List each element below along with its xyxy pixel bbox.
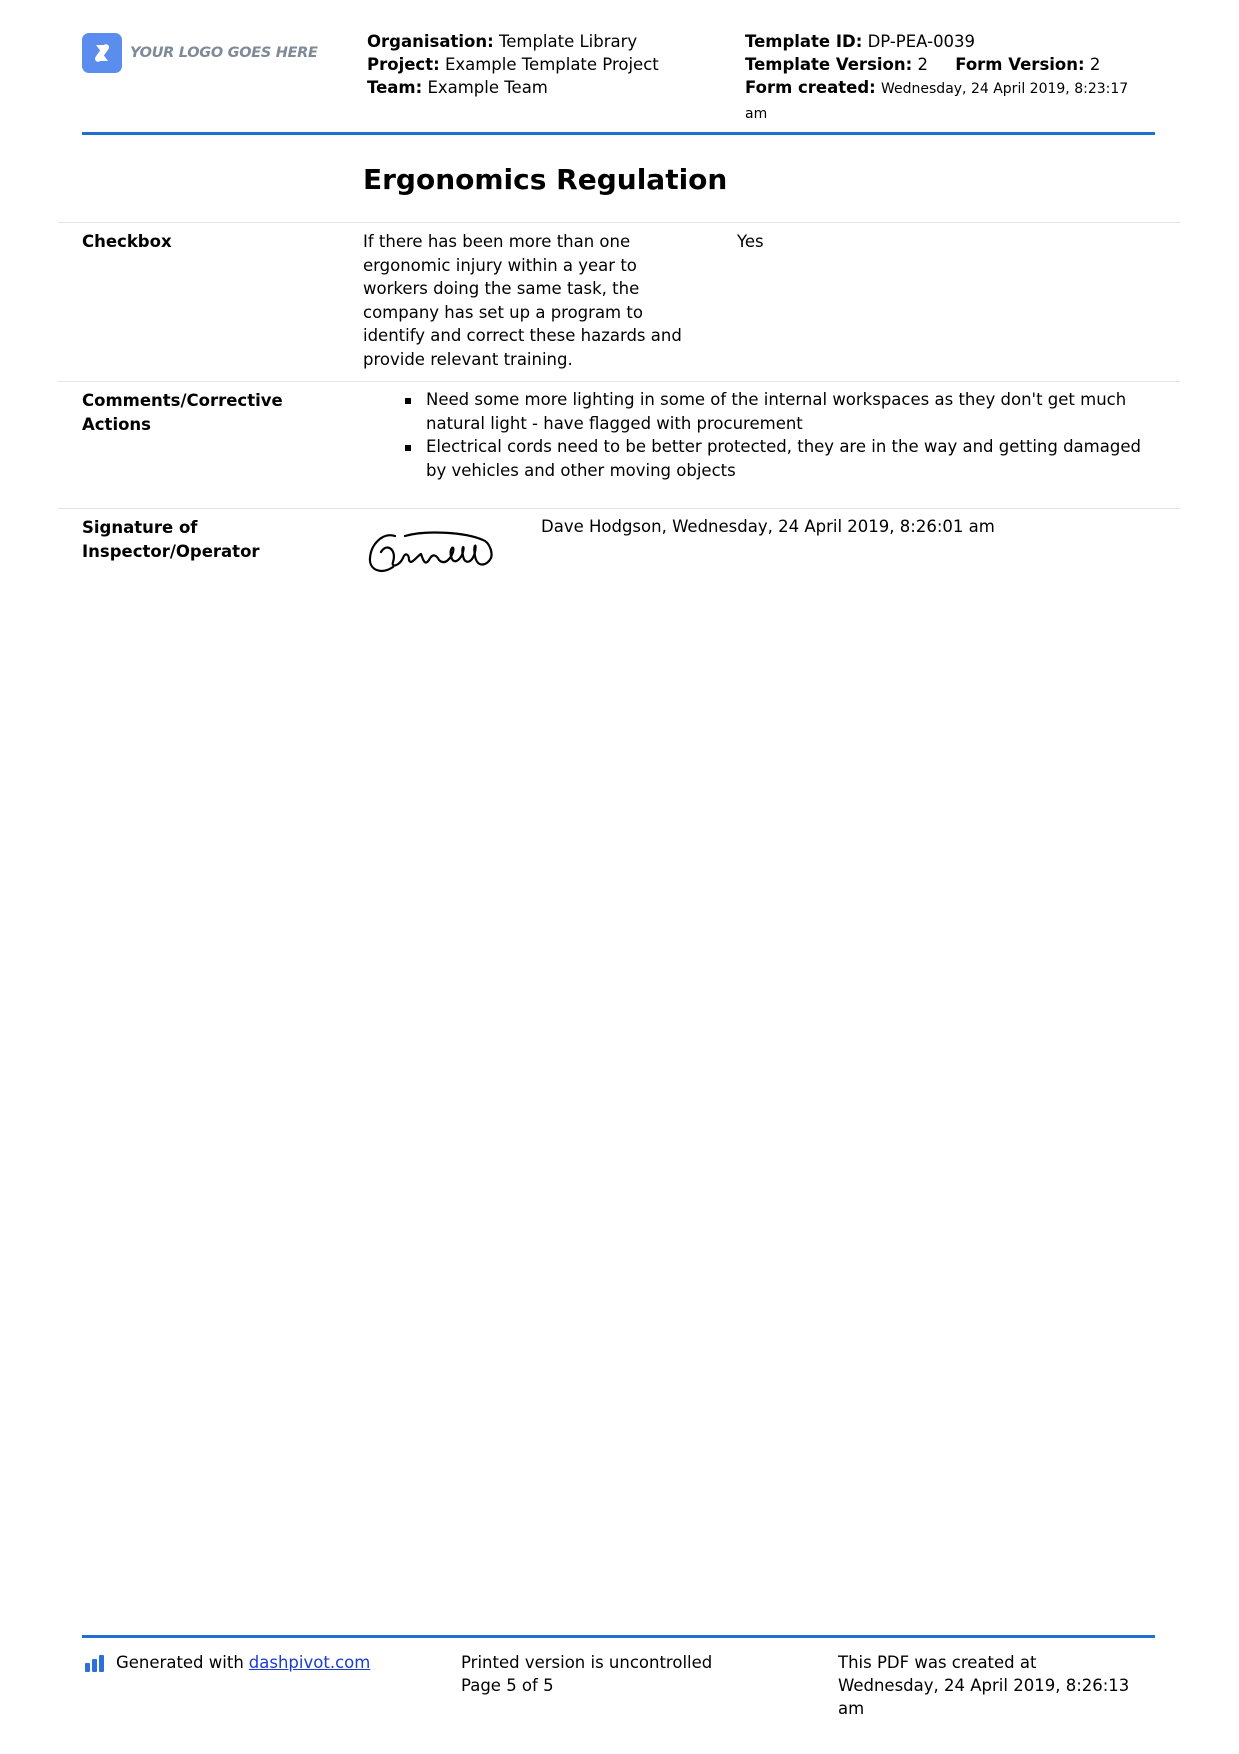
- form-created-label: Form created:: [745, 78, 876, 97]
- organisation-label: Organisation:: [367, 32, 494, 51]
- pdf-created-info: [838, 1651, 1148, 1720]
- checkbox-label: Checkbox: [82, 232, 172, 251]
- team-line: [367, 76, 659, 99]
- template-id-value: DP-PEA-0039: [867, 32, 976, 51]
- form-created-line: [745, 76, 1145, 126]
- logo-mark-icon: [82, 33, 122, 73]
- template-id-line: [745, 30, 1145, 53]
- project-label: Project:: [367, 55, 440, 74]
- template-version-label: Template Version:: [745, 55, 913, 74]
- comments-label: Comments/Corrective Actions: [82, 391, 283, 434]
- page-title: Ergonomics Regulation: [363, 163, 728, 196]
- footer-divider: [82, 1635, 1155, 1638]
- dashpivot-link[interactable]: dashpivot.com: [248, 1653, 371, 1672]
- row-divider: [58, 381, 1180, 382]
- generated-prefix: Generated with: [116, 1653, 244, 1672]
- footer-page-info: [461, 1651, 712, 1697]
- company-logo: [82, 33, 318, 73]
- dashpivot-bars-icon: [85, 1654, 106, 1672]
- pdf-created-prefix: This PDF was created at: [838, 1653, 1037, 1672]
- team-value: Example Team: [427, 78, 548, 97]
- row-divider: [58, 508, 1180, 509]
- signature-details: Dave Hodgson, Wednesday, 24 April 2019, 8:26:01 am: [541, 517, 995, 536]
- comment-item: Need some more lighting in some of the internal workspaces as they don't get much natural light - have flagged with procurement: [400, 388, 1160, 435]
- template-info: [745, 30, 1145, 126]
- header-divider: [82, 132, 1155, 135]
- logo-text: YOUR LOGO GOES HERE: [130, 45, 318, 61]
- comment-item: Electrical cords need to be better protected, they are in the way and getting damaged by vehicles and other moving objects: [400, 435, 1160, 482]
- signature-label: Signature of Inspector/Operator: [82, 518, 260, 561]
- organisation-line: [367, 30, 659, 53]
- page-number: Page 5 of 5: [461, 1676, 554, 1695]
- project-value: Example Template Project: [444, 55, 659, 74]
- checkbox-answer: Yes: [737, 232, 764, 251]
- template-id-label: Template ID:: [745, 32, 863, 51]
- uncontrolled-notice: Printed version is uncontrolled: [461, 1653, 713, 1672]
- generated-with: [85, 1651, 370, 1674]
- row-divider: [58, 222, 1180, 223]
- pdf-created-value: Wednesday, 24 April 2019, 8:26:13 am: [838, 1676, 1130, 1718]
- project-info: [367, 30, 659, 99]
- team-label: Team:: [367, 78, 423, 97]
- organisation-value: Template Library: [498, 32, 638, 51]
- form-version-value: 2: [1089, 55, 1101, 74]
- checkbox-description: If there has been more than one ergonomic injury within a year to workers doing the same task, the company has set up a program to identify and correct these hazards and provide relevant training.: [363, 232, 682, 369]
- template-version-value: 2: [917, 55, 928, 74]
- signature-image: [365, 522, 500, 582]
- project-line: [367, 53, 659, 76]
- form-created-value: Wednesday, 24 April 2019, 8:23:17 am: [745, 81, 1129, 122]
- form-version-label: Form Version:: [955, 55, 1085, 74]
- comments-list: [400, 388, 1160, 482]
- version-line: [745, 53, 1145, 76]
